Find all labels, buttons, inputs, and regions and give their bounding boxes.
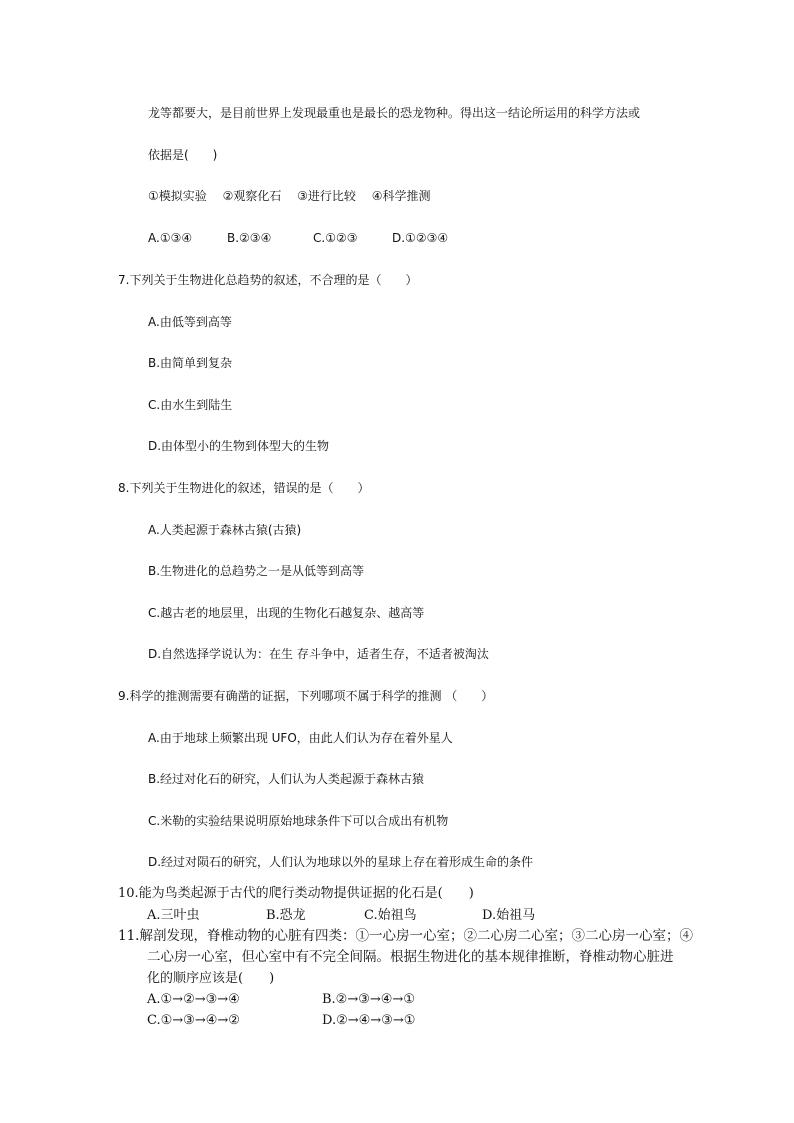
q11-option-a: A.①→②→③→④ <box>147 992 240 1007</box>
q10-option-c: C.始祖鸟 <box>364 908 417 923</box>
q6-option-a: A.①③④ <box>148 231 193 245</box>
q11-option-d: D.②→④→③→① <box>322 1013 416 1028</box>
q9-option-d: D.经过对陨石的研究，人们认为地球以外的星球上存在着形成生命的条件 <box>148 855 534 869</box>
q7-stem: 7.下列关于生物进化总趋势的叙述，不合理的是（ ） <box>118 273 418 287</box>
q7-option-d: D.由体型小的生物到体型大的生物 <box>148 439 330 453</box>
q11-stem-line2: 二心房一心室，但心室中有不完全间隔。根据生物进化的基本规律推断，脊椎动物心脏进 <box>147 949 674 965</box>
q8-option-d: D.自然选择学说认为：在生 存斗争中，适者生存，不适者被淘汰 <box>148 647 489 661</box>
q11-stem-line1: 11.解剖发现，脊椎动物的心脏有四类：①一心房一心室；②二心房二心室；③二心房一心室；④ <box>118 928 693 944</box>
q6-stem-line1: 龙等都要大，是目前世界上发现最重也是最长的恐龙物种。得出这一结论所运用的科学方法或 <box>148 106 641 120</box>
q9-option-c: C.米勒的实验结果说明原始地球条件下可以合成出有机物 <box>148 814 449 828</box>
q8-option-a: A.人类起源于森林古猿(古猿) <box>148 523 302 537</box>
q8-option-b: B.生物进化的总趋势之一是从低等到高等 <box>148 564 365 578</box>
q8-option-c: C.越古老的地层里，出现的生物化石越复杂、越高等 <box>148 606 425 620</box>
q6-option-d: D.①②③④ <box>392 231 449 245</box>
q11-stem-line3: 化的顺序应该是( ) <box>147 971 275 986</box>
q11-option-b: B.②→③→④→① <box>322 992 415 1007</box>
q10-option-a: A.三叶虫 <box>147 908 200 923</box>
q6-option-b: B.②③④ <box>227 231 272 245</box>
q10-stem: 10.能为鸟类起源于古代的爬行类动物提供证据的化石是( ) <box>118 886 474 901</box>
q9-option-b: B.经过对化石的研究，人们认为人类起源于森林古猿 <box>148 772 425 786</box>
q9-stem: 9.科学的推测需要有确凿的证据，下列哪项不属于科学的推测 （ ） <box>118 689 494 703</box>
q11-option-c: C.①→③→④→② <box>147 1013 240 1028</box>
q7-option-a: A.由低等到高等 <box>148 315 232 329</box>
q10-option-d: D.始祖马 <box>482 908 536 923</box>
q6-stem-line2: 依据是( ) <box>148 148 218 162</box>
q7-option-c: C.由水生到陆生 <box>148 398 233 412</box>
q9-option-a: A.由于地球上频繁出现 UFO，由此人们认为存在着外星人 <box>148 731 453 745</box>
q6-items: ①模拟实验 ②观察化石 ③进行比较 ④科学推测 <box>148 189 431 203</box>
q7-option-b: B.由简单到复杂 <box>148 356 233 370</box>
q6-option-c: C.①②③ <box>313 231 358 245</box>
q8-stem: 8.下列关于生物进化的叙述，错误的是（ ） <box>118 481 370 495</box>
q10-option-b: B.恐龙 <box>266 908 306 923</box>
